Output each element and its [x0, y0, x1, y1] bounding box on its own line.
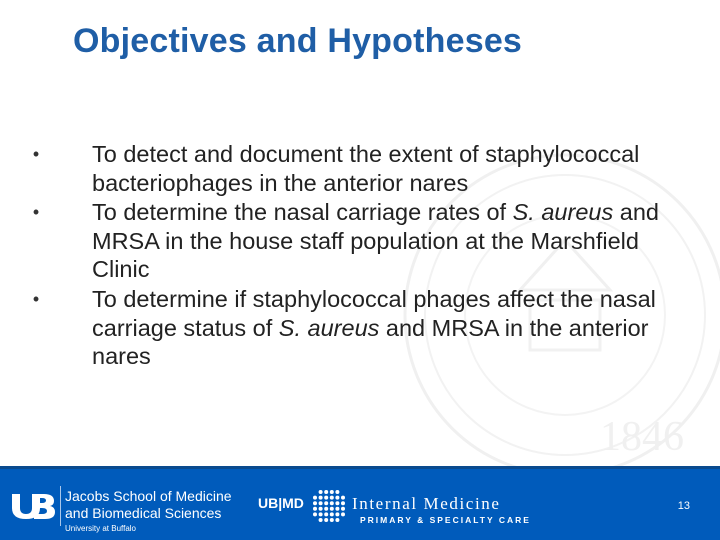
bullet-item [30, 140, 690, 197]
school-name-line1: Jacobs School of Medicine [65, 488, 232, 504]
footer-divider [60, 486, 61, 526]
bullet-dot: • [32, 202, 40, 223]
bullet-text [92, 286, 656, 369]
bullet-text-part: To determine the nasal carriage rates of [92, 199, 513, 226]
page-number: 13 [677, 500, 690, 512]
university-label: University at Buffalo [65, 524, 136, 533]
species-name: S. aureus [512, 199, 614, 226]
bullet-text-part: and MRSA in the house staff population at the Marshfield Clinic [92, 199, 659, 283]
seal-year: 1846 [600, 414, 684, 460]
bullet-text [92, 199, 659, 282]
school-name-line2: and Biomedical Sciences [65, 505, 222, 521]
internal-medicine-title: Internal Medicine [352, 494, 501, 513]
dot-grid-icon [312, 489, 346, 523]
bullet-text-part: To determine if staphylococcal phages affect the nasal carriage status of [92, 285, 656, 341]
bullet-item [30, 285, 690, 371]
ub-logo-icon [10, 490, 56, 520]
bullet-dot: • [32, 144, 40, 164]
bullet-text-part: and MRSA in the anterior nares [92, 314, 649, 370]
ubmd-label: UB|MD [258, 495, 304, 511]
species-name: S. aureus [278, 314, 380, 341]
bullet-list [30, 140, 690, 372]
footer-top-rule [0, 466, 720, 469]
bullet-item [30, 198, 690, 284]
bullet-text-part: To detect and document the extent of staphylococcal bacteriophages in the anterior nares [92, 141, 640, 196]
bullet-dot: • [32, 288, 40, 309]
primary-specialty-care-label: PRIMARY & SPECIALTY CARE [360, 515, 531, 525]
page-title: Objectives and Hypotheses [73, 22, 523, 60]
bullet-text [92, 141, 639, 196]
